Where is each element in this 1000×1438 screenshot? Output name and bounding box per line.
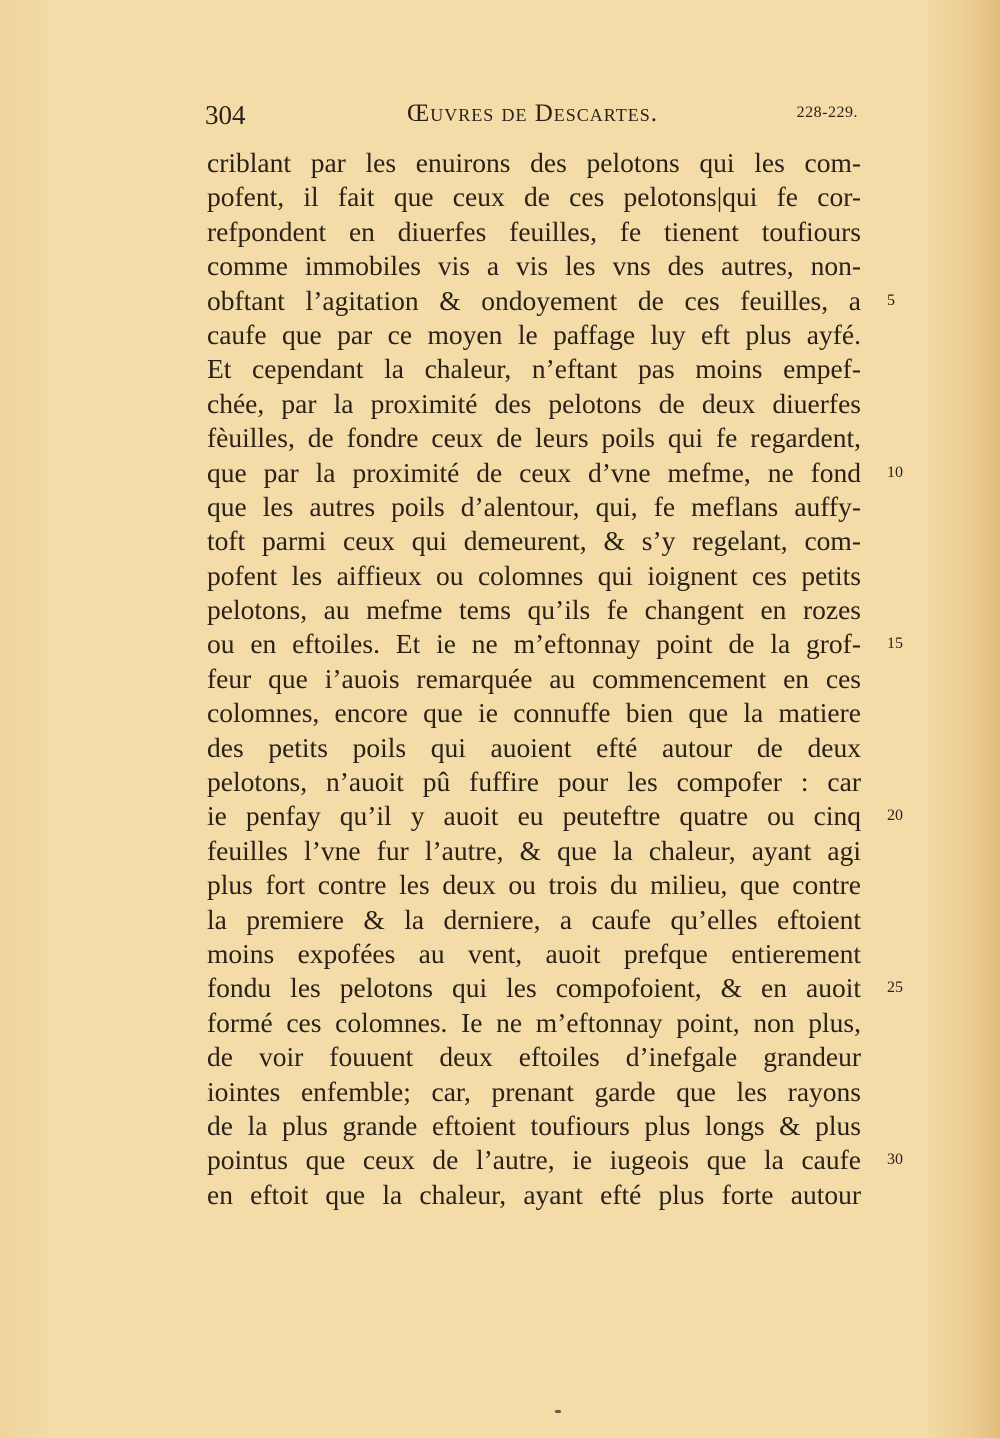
line-number: 5 <box>887 291 895 309</box>
text-line-content: la premiere & la derniere, a caufe qu’elles eftoient <box>207 903 861 935</box>
text-line-content: colomnes, encore que ie connuffe bien que la matiere <box>207 697 861 729</box>
text-line <box>207 1109 861 1143</box>
text-line-content: ou en eftoiles. Et ie ne m’eftonnay point de la grof- <box>207 628 861 660</box>
text-line-content: en eftoit que la chaleur, ayant efté plus forte autour <box>207 1178 861 1210</box>
text-line <box>207 249 861 283</box>
text-line-content: moins expofées au vent, auoit prefque entierement <box>207 937 861 969</box>
line-number: 30 <box>887 1151 903 1169</box>
text-line <box>207 799 903 833</box>
text-line-content: de voir fouuent deux eftoiles d’inefgale grandeur <box>207 1041 861 1073</box>
text-line-content: criblant par les enuirons des pelotons qui les com- <box>207 147 861 178</box>
page-header <box>205 100 860 136</box>
text-line <box>207 1075 861 1109</box>
text-line-content: refpondent en diuerfes feuilles, fe tienent toufiours <box>207 215 861 247</box>
text-line-content: que par la proximité de ceux d’vne mefme, ne fond <box>207 456 861 488</box>
body-text <box>207 146 903 1212</box>
text-line <box>207 284 895 318</box>
text-line <box>207 559 861 593</box>
text-line-content: des petits poils qui auoient efté autour de deux <box>207 731 861 763</box>
text-line-content: pelotons, au mefme tems qu’ils fe changent en rozes <box>207 594 861 626</box>
text-line-content: Et cependant la chaleur, n’eftant pas moins empef- <box>207 353 861 385</box>
text-line-content: formé ces colomnes. Ie ne m’eftonnay point, non plus, <box>207 1006 861 1038</box>
text-line <box>207 765 861 799</box>
text-line <box>207 971 903 1005</box>
text-line-content: fèuilles, de fondre ceux de leurs poils qui fe regardent, <box>207 422 861 454</box>
text-line <box>207 180 861 214</box>
text-line <box>207 387 861 421</box>
text-line-content: fondu les pelotons qui les compofoient, & en auoit <box>207 972 861 1004</box>
text-line <box>207 524 861 558</box>
text-line <box>207 490 861 524</box>
line-number: 15 <box>887 635 903 653</box>
text-line <box>207 1006 861 1040</box>
text-line-content: pofent les aiffieux ou colomnes qui ioignent ces petits <box>207 559 861 591</box>
text-line <box>207 146 861 180</box>
line-number: 25 <box>887 979 903 997</box>
text-line <box>207 731 861 765</box>
page-mark <box>555 1410 561 1413</box>
text-line <box>207 1178 861 1212</box>
line-number: 10 <box>887 463 903 481</box>
text-line-content: feur que i’auois remarquée au commencement en ces <box>207 662 861 694</box>
text-line <box>207 1143 903 1177</box>
line-number: 20 <box>887 807 903 825</box>
text-line <box>207 593 861 627</box>
page-number: 304 <box>205 100 246 130</box>
text-line-content: que les autres poils d’alentour, qui, fe meflans auffy- <box>207 490 861 522</box>
text-line <box>207 662 861 696</box>
text-line <box>207 1040 861 1074</box>
text-line-content: pointus que ceux de l’autre, ie iugeois que la caufe <box>207 1144 861 1176</box>
text-line <box>207 627 903 661</box>
running-title: Œuvres de Descartes. <box>407 100 658 127</box>
text-line-content: toft parmi ceux qui demeurent, & s’y regelant, com- <box>207 525 861 557</box>
text-line <box>207 834 861 868</box>
text-line-content: plus fort contre les deux ou trois du milieu, que contre <box>207 869 861 901</box>
text-line-content: caufe que par ce moyen le paffage luy eft plus ayfé. <box>207 318 861 350</box>
text-line <box>207 352 861 386</box>
text-line <box>207 696 861 730</box>
text-line-content: obftant l’agitation & ondoyement de ces feuilles, a <box>207 284 861 316</box>
text-line-content: comme immobiles vis a vis les vns des autres, non- <box>207 250 861 282</box>
text-line <box>207 215 861 249</box>
text-line-content: ie penfay qu’il y auoit eu peuteftre quatre ou cinq <box>207 800 861 832</box>
text-line-content: iointes enfemble; car, prenant garde que les rayons <box>207 1075 861 1107</box>
text-line <box>207 421 861 455</box>
text-line <box>207 868 861 902</box>
text-line <box>207 903 861 937</box>
text-line <box>207 937 861 971</box>
text-line-content: chée, par la proximité des pelotons de deux diuerfes <box>207 387 861 419</box>
text-line <box>207 318 861 352</box>
text-line-content: pelotons, n’auoit pû fuffire pour les compofer : car <box>207 766 861 798</box>
text-line-content: pofent, il fait que ceux de ces pelotons|qui fe cor- <box>207 181 861 213</box>
text-line-content: feuilles l’vne fur l’autre, & que la chaleur, ayant agi <box>207 834 861 866</box>
page-range: 228-229. <box>796 104 858 121</box>
text-line-content: de la plus grande eftoient toufiours plus longs & plus <box>207 1109 861 1141</box>
text-line <box>207 456 903 490</box>
